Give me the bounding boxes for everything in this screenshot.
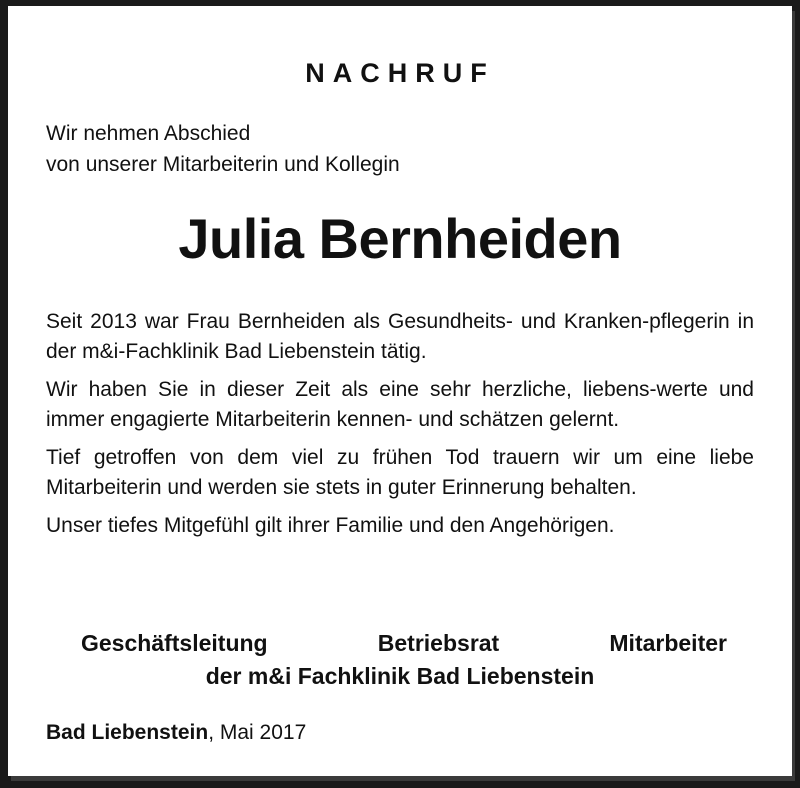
signatory-management: Geschäftsleitung: [81, 630, 268, 656]
signature-block: [46, 627, 754, 693]
notice-body: [46, 307, 754, 549]
body-paragraph: Seit 2013 war Frau Bernheiden als Gesundheits- und Kranken-pflegerin in der m&i-Fachklinik Bad Liebenstein tätig.: [46, 310, 754, 363]
deceased-name: Julia Bernheiden: [178, 207, 622, 270]
signatories-row: [46, 627, 754, 660]
organization-name: der m&i Fachklinik Bad Liebenstein: [205, 663, 595, 689]
body-paragraph: Unser tiefes Mitgefühl gilt ihrer Familie und den Angehörigen.: [46, 514, 615, 537]
obituary-notice: [8, 6, 792, 776]
intro-line: von unserer Mitarbeiterin und Kollegin: [46, 153, 400, 176]
intro-line: Wir nehmen Abschied: [46, 122, 251, 145]
intro-text: [46, 118, 754, 180]
body-paragraph: Wir haben Sie in dieser Zeit als eine sehr herzliche, liebens-werte und immer engagierte Mitarbeiterin kennen- und schätzen gelernt.: [46, 378, 754, 431]
signatory-staff: Mitarbeiter: [609, 630, 727, 656]
place: Bad Liebenstein: [46, 721, 209, 744]
body-paragraph: Tief getroffen von dem viel zu frühen Tod trauern wir um eine liebe Mitarbeiterin und werden sie stets in guter Erinnerung behalten.: [46, 446, 754, 499]
notice-heading: NACHRUF: [305, 58, 495, 88]
place-date: [46, 721, 754, 745]
signatory-works-council: Betriebsrat: [377, 630, 500, 656]
date: , Mai 2017: [208, 721, 307, 744]
